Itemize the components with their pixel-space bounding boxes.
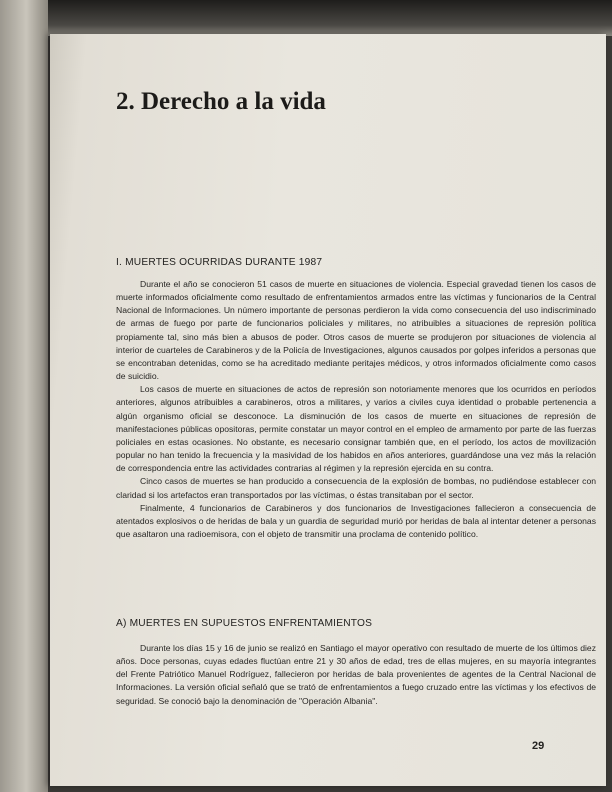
body-paragraph: Los casos de muerte en situaciones de actos de represión son notoriamente menores que los ocurridos en períodos anteriores, algunos atribuibles a carabineros, otros a militares, y varios a civiles cuya identidad o probable pertenencia a algún organismo oficial se desconoce. La disminución de los casos de muerte en situaciones de represión de manifestaciones públicas opositoras, permite constatar un mayor control en el empleo de armamento por parte de las fuerzas policiales en estas ocasiones. No obstante, es necesario consignar también que, en el período, los actos de movilización popular no han tenido la frecuencia y la masividad de los habidos en años anteriores, guardándose una vez más la relación de correspondencia entre las actividades contrarias al régimen y la represión ejercida en su contra. [116,384,596,474]
section-heading: I. MUERTES OCURRIDAS DURANTE 1987 [116,257,323,268]
chapter-title: 2. Derecho a la vida [116,88,326,115]
subsection-body [116,642,596,708]
subsection-heading: A) MUERTES EN SUPUESTOS ENFRENTAMIENTOS [116,618,373,629]
section-body [116,278,596,541]
body-paragraph: Finalmente, 4 funcionarios de Carabineros y dos funcionarios de Investigaciones fallecieron a consecuencia de atentados explosivos o de heridas de bala y un guardia de seguridad murió por heridas de bala al intentar detener a personas que asaltaron una radioemisora, con el objeto de transmitir una proclama de contenido político. [116,502,596,539]
body-paragraph: Cinco casos de muertes se han producido a consecuencia de la explosión de bombas, no pudiéndose establecer con claridad si los artefactos eran transportados por las víctimas, o éstas transitaban por el sector. [116,476,596,500]
scan-top-shadow [0,0,612,36]
facing-page-edge [0,0,48,792]
document-page [50,34,606,786]
body-paragraph: Durante los días 15 y 16 de junio se realizó en Santiago el mayor operativo con resultado de muerte de los últimos diez años. Doce personas, cuyas edades fluctúan entre 21 y 30 años de edad, tres de ellas mujeres, en su mayoría integrantes del Frente Patriótico Manuel Rodríguez, fallecieron por heridas de bala provenientes de agentes de la Central Nacional de Informaciones. La versión oficial señaló que se trató de enfrentamientos a fuego cruzado entre las víctimas y los efectivos de seguridad. Se conoció bajo la denominación de "Operación Albania". [116,643,596,706]
body-paragraph: Durante el año se conocieron 51 casos de muerte en situaciones de violencia. Especial gravedad tienen los casos de muerte informados oficialmente como resultado de enfrentamientos armados entre las víctimas y funcionarios de la Central Nacional de Informaciones. Un número importante de personas perdieron la vida como consecuencia del uso indiscriminado de armas de fuego por parte de funcionarios policiales y militares, no atribuibles a situaciones de represión política propiamente tal, sino más bien a abusos de poder. Otros casos de muerte se produjeron por situaciones de violencia al interior de cuarteles de Carabineros y de la Policía de Investigaciones, algunos causados por golpes inferidos a personas que se encontraban detenidas, como se ha acreditado mediante peritajes médicos, y otros informados oficialmente como casos de suicidio. [116,279,596,382]
page-number: 29 [532,740,545,752]
